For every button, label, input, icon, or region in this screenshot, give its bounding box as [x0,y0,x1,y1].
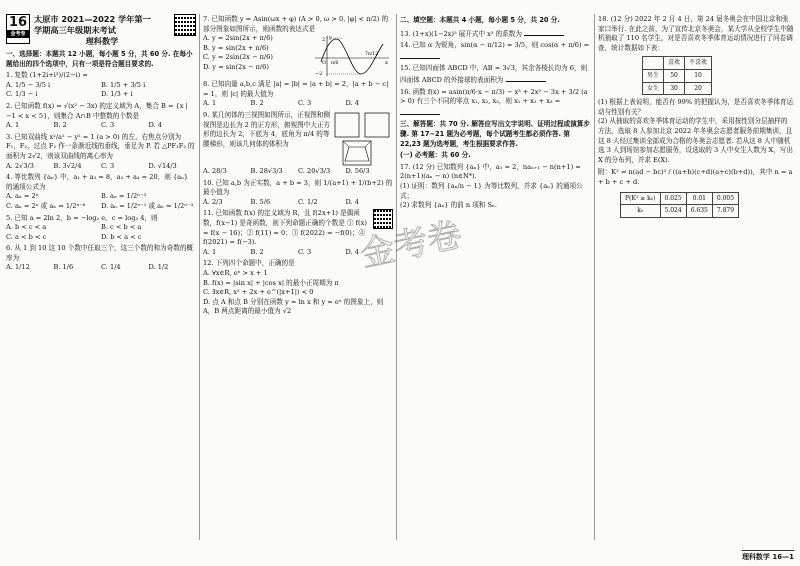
watermark-stamp [357,214,466,368]
option-a: A. 1/5 − 3/5 i [6,80,51,89]
option-c: C. y = 2sin(2x − π/6) [203,53,273,62]
graph-origin: O [322,60,327,67]
question-18 [598,15,794,218]
option-d: D. y = sin(2x − π/6) [203,62,269,71]
question-stem: 7. 已知函数 y = Asin(ωx + φ) (A > 0, ω > 0, |φ| < π/2) 的部分图象如图所示，则函数的表达式是 [203,15,389,33]
table-cell: 20 [685,82,712,95]
option-b: B. 28√3/3 [250,166,283,175]
question-16 [400,88,590,119]
table-cell: 不喜欢 [685,57,712,70]
question-10 [203,179,393,208]
table-cell: 10 [685,69,712,82]
question-stem: 10. 已知 a,b 为正实数，a + b = 3，则 1/(a+1) + 1/(b+2) 的最小值为 [203,178,393,197]
table-cell: 0.005 [712,192,738,205]
question-stem: 8. 已知向量 a,b,c 满足 |a| = |b| = |a + b| = 2，|a + b − c| = 1，则 |c| 的最大值为 [203,80,389,98]
option-a: A. 2/3 [203,197,223,206]
exam-title-1: 太原市 2021—2022 学年第一 [34,14,151,24]
critical-value-table [620,192,739,218]
table-cell: 7.879 [712,205,738,218]
question-stem: 12. 下列四个命题中，正确的是 [203,259,295,268]
question-stem: 9. 某几何体的三视图如图所示，正视图和侧视图是边长为 2 的正方形，俯视图中大正方形的边长为 2，下底为 4，底角为 π/4 的等腰梯形，则该几何体的体积为 [203,110,331,148]
table-cell: 男生 [643,69,664,82]
graph-x2: 7π/12 [365,52,379,58]
table-row [643,82,712,95]
watermark-text [357,215,465,275]
option-d: D. 点 A 和点 B 分别在函数 y = ln x 和 y = eˣ 的图象上，则 A，B 两点距离的最小值为 √2 [203,297,384,316]
column-3 [400,14,590,213]
question-13 [400,28,590,40]
option-d: D. 4 [345,99,359,108]
section-title: 三、解答题：共 70 分. 解答应写出文字说明、证明过程或演算步骤. 第 17~21 题为必考题，每个试题考生都必须作答. 第 22,23 题为选考题，考生根据要求作答. [400,120,591,148]
option-d: D. 4 [345,197,359,206]
graph-x1: π/6 [331,61,339,67]
table-cell: k₀ [621,205,661,218]
question-part-1: (1) 证明：数列 {aₙ/n − 1} 为等比数列，并求 {aₙ} 的通项公式； [400,181,583,200]
badge-text: 金考卷 [7,30,29,38]
option-a: A. aₙ = 2ⁿ [6,192,39,201]
option-b: B. 1/6 [53,263,74,272]
answer-blank [524,28,564,36]
option-d: D. 4 [345,247,359,256]
option-c: C. 3 [298,99,312,108]
question-stem: 14. 已知 α 为锐角，sin(α − π/12) = 3/5，则 cos(α + π/6) = [400,41,590,50]
section-title: 一、选择题：本题共 12 小题，每小题 5 分，共 60 分. 在每小题给出的四个选项中，只有一项是符合题目要求的. [6,50,193,68]
option-b: B. c < b < a [101,223,142,232]
option-b: B. f(x) = |sin x| + |cos x| 的最小正周期为 π [203,278,339,287]
option-a: A. y = 2sin(2x + π/6) [203,34,273,43]
option-b: B. 1/5 + 3/5 i [101,80,146,89]
option-c: C. a < b < c [6,232,47,241]
question-2 [6,102,196,131]
exam-title-3: 理科数学 [85,36,119,46]
option-c: C. 1/4 [101,263,121,272]
table-cell: 喜欢 [664,57,685,70]
option-a: A. 2√3/3 [6,161,34,170]
option-a: A. ∀x∈R, eˣ > x + 1 [203,268,268,277]
exam-title-2: 学期高三年级期末考试 [34,25,116,35]
option-c: C. aₙ = 2ⁿ 或 aₙ = 1/2ⁿ⁻⁶ [6,201,86,210]
section-title: 二、填空题：本题共 4 小题，每小题 5 分，共 20 分. [400,16,560,24]
table-cell: 女生 [643,82,664,95]
option-d: D. aₙ = 1/2ⁿ⁻¹ 或 aₙ = 1/2ⁿ⁻³ [101,201,194,210]
question-3 [6,133,196,171]
option-b: B. 2 [53,121,67,130]
option-a: A. 1 [203,99,217,108]
table-row [643,57,712,70]
question-part-2: (2) 从抽取的喜欢冬季体育运动的学生中，采用按性别分层抽样的方法，选取 8 人参加北京 2022 年冬奥会志愿者服务前期集训，且这 8 人经过集训全部成为合格的冬奥会志愿者. 若从这 8 人中随机选 3 人到场馆参加志愿服务，设选取的 3 人中女生人数为 X，写出 X 的分布列，并求 E(X). [598,117,794,164]
graph-x-axis: x [385,60,388,67]
option-d: D. √14/3 [148,161,177,170]
question-part-1: (1) 根据上表说明，能否有 99% 的把握认为，是否喜欢冬季体育运动与性别有关？ [598,98,794,116]
question-stem: 18. (12 分) 2022 年 2 月 4 日，第 24 届冬奥会在中国北京和张家口举行. 在此之前，为了宣传北京冬奥会，某大学从全校学生中随机抽取了 110 名学生，对是否喜欢冬季体育运动情况进行了问卷调查，统计数据如下表： [598,15,794,52]
option-a: A. b < c < a [6,223,47,232]
option-b: B. 2 [250,99,264,108]
option-c: C. 20√3/3 [298,166,331,175]
question-5 [6,214,196,243]
table-cell: 30 [664,82,685,95]
table-cell: P(K² ≥ k₀) [621,192,661,205]
option-c: C. 3 [101,161,115,170]
exam-badge [6,14,30,44]
column-1 [6,14,196,275]
graph-y-top: 2 [322,37,326,44]
option-a: A. 1/12 [6,263,30,272]
question-8 [203,80,393,109]
question-6 [6,244,196,273]
survey-table [642,56,712,95]
option-c: C. 1/3 − i [6,90,38,99]
option-d: D. 1/3 + i [101,90,133,99]
sine-graph [313,34,391,78]
option-c: C. 3 [101,121,115,130]
question-stem: 6. 从 1 到 10 这 10 个数中任取三个，这三个数的和为奇数的概率为 [6,244,194,262]
column-divider [594,14,595,540]
table-cell [643,57,664,70]
table-cell: 6.635 [686,205,712,218]
option-d: D. 4 [148,121,162,130]
graph-y-bottom: −2 [315,71,323,78]
option-b: B. 2 [250,247,264,256]
option-b: B. 3√2/4 [53,161,82,170]
column-4 [598,14,794,220]
answer-blank [506,74,546,82]
option-d: D. 1/2 [148,263,169,272]
page-footer: 理科数学 16—1 [742,550,794,562]
option-c: C. ∃x∈R, x² + 2x + e^(|x+1|) < 0 [203,288,314,297]
table-row [621,205,739,218]
option-a: A. 1 [6,121,20,130]
question-stem: 13. (1+x)(1−2x)⁵ 展开式中 x³ 的系数为 [400,29,522,38]
formula-note: 附：K² = n(ad − bc)² / ((a+b)(c+d)(a+c)(b+d))，其中 n = a + b + c + d. [598,168,793,186]
question-stem: 5. 已知 a = 2ln 2，b = −log₂ e，c = log₃ 4，则 [6,213,158,222]
question-stem: 2. 已知函数 f(x) = √(x² − 3x) 的定义域为 A，集合 B = {x | −1 < x < 5}，则集合 A∩B 中整数的个数是 [6,101,188,120]
question-part-2: (2) 求数列 {aₙ} 的前 n 项和 Sₙ. [400,201,497,210]
subsection-title: (一) 必考题：共 60 分. [400,151,471,160]
question-4 [6,173,196,211]
question-stem: 4. 等比数列 {aₙ} 中，a₁ + a₃ = 8，a₂ + a₄ = 20，则 {aₙ} 的通项公式为 [6,173,189,191]
question-stem: 11. 已知函数 f(x) 的定义域为 R，且 f(2x+1) 是偶函数，f(x−1) 是奇函数，则下列命题正确的个数是 ① f(x) = f(x − 16)；② f(11) = 0；③ f(2022) = −f(0)；④ f(2021) = f(−3). [203,209,367,247]
qr-code-icon [174,14,196,36]
question-stem: 17. (12 分) 已知数列 {aₙ} 中，a₁ = 2，naₙ₊₁ − n(n+1) = 2(n+1)(aₙ − n) (n∈N*). [400,162,581,181]
question-7 [203,15,393,78]
question-stem: 3. 已知双曲线 x²/a² − y² = 1 (a > 0) 的左、右焦点分别为 F₁，F₂，过点 F₂ 作一条渐近线的垂线，垂足为 P. 若 △PF₁F₂ 的面积为 2√2，则该双曲线的离心率为 [6,132,195,160]
question-17 [400,163,590,211]
option-d: D. b < a < c [101,232,142,241]
question-stem: 16. 函数 f(x) = asin(π/6·x − π/3) − x³ + 2x² − 3x + 3/2 (a > 0) 有三个不同的零点 x₁, x₂, x₃，则 x₁ + x₂ + x₃ = [400,87,588,106]
question-15 [400,64,590,85]
answer-blank [400,51,440,59]
question-1 [6,71,196,100]
table-row [643,69,712,82]
answer-blank [400,107,440,115]
question-14 [400,41,590,62]
table-row [621,192,739,205]
option-b: B. aₙ = 1/2ⁿ⁻³ [101,192,147,201]
option-d: D. 56/3 [345,166,370,175]
option-c: C. 3 [298,247,312,256]
question-stem: 1. 复数 (1+2i+i³)/(2−i) = [6,71,88,80]
table-cell: 0.025 [660,192,686,205]
three-view-figure [333,111,393,167]
option-a: A. 1 [203,247,217,256]
table-cell: 5.024 [660,205,686,218]
table-cell: 50 [664,69,685,82]
question-stem: 15. 已知四面体 ABCD 中，AB = 3√3，其余各棱长均为 6，则四面体 ABCD 的外接球的表面积为 [400,64,588,84]
option-b: B. 5/6 [250,197,271,206]
graph-y-axis: y [329,35,332,42]
option-b: B. y = sin(2x + π/6) [203,43,269,52]
table-cell: 0.01 [686,192,712,205]
option-c: C. 1/2 [298,197,318,206]
option-a: A. 28/3 [203,166,227,175]
watermark-glyphs: 金考卷 [357,214,466,276]
question-9 [203,111,393,177]
badge-number: 16 [8,15,28,30]
column-divider [199,14,200,540]
exam-header [6,14,196,47]
